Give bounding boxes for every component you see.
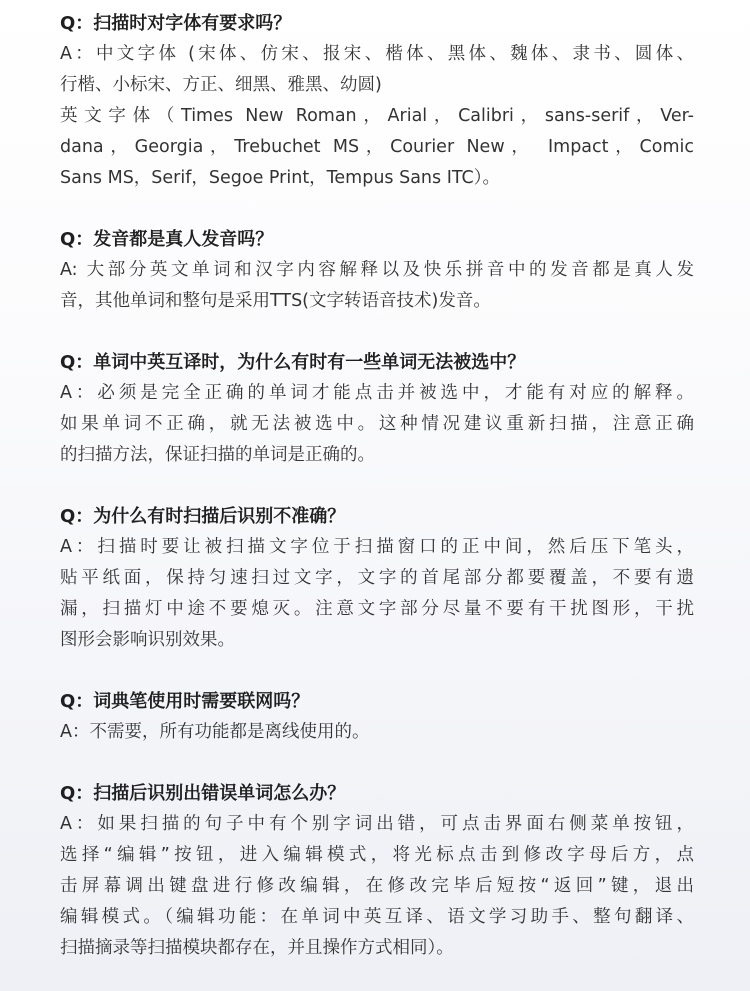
answer-line: 如果单词不正确，就无法被选中。这种情况建议重新扫描，注意正确 bbox=[60, 414, 694, 434]
answer-line: 的扫描方法，保证扫描的单词是正确的。 bbox=[60, 445, 375, 465]
faq-answer bbox=[60, 532, 694, 656]
faq-question: Q：扫描后识别出错误单词怎么办？ bbox=[60, 783, 346, 804]
answer-line: dana，Georgia，Trebuchet MS，Courier New， Impact，Comic bbox=[60, 137, 694, 157]
faq-answer bbox=[60, 255, 694, 317]
answer-line: Sans MS，Serif，Segoe Print，Tempus Sans ITC）。 bbox=[60, 168, 500, 188]
faq-answer bbox=[60, 809, 694, 964]
faq-item-word-selection bbox=[60, 347, 694, 471]
faq-question: Q：为什么有时扫描后识别不准确？ bbox=[60, 506, 346, 527]
faq-item-recognition-accuracy bbox=[60, 501, 694, 656]
answer-line: A: 大部分英文单词和汉字内容解释以及快乐拼音中的发音都是真人发 bbox=[60, 260, 694, 280]
faq-answer bbox=[60, 717, 694, 748]
answer-line: A：扫描时要让被扫描文字位于扫描窗口的正中间，然后压下笔头， bbox=[60, 537, 694, 557]
answer-line: 贴平纸面，保持匀速扫过文字，文字的首尾部分都要覆盖，不要有遗 bbox=[60, 568, 694, 588]
faq-answer bbox=[60, 378, 694, 471]
answer-line: 选择“编辑”按钮，进入编辑模式，将光标点击到修改字母后方，点 bbox=[60, 845, 694, 865]
answer-line: 图形会影响识别效果。 bbox=[60, 630, 235, 650]
answer-line: A：不需要，所有功能都是离线使用的。 bbox=[60, 722, 370, 742]
answer-line: A：必须是完全正确的单词才能点击并被选中，才能有对应的解释。 bbox=[60, 383, 694, 403]
answer-line: 英文字体（Times New Roman，Arial，Calibri，sans-serif，Ver- bbox=[60, 106, 694, 126]
faq-item-wrong-word bbox=[60, 778, 694, 964]
faq-item-network bbox=[60, 686, 694, 748]
answer-line: 音，其他单词和整句是采用TTS(文字转语音技术)发音。 bbox=[60, 291, 491, 311]
answer-line: 漏，扫描灯中途不要熄灭。注意文字部分尽量不要有干扰图形，干扰 bbox=[60, 599, 694, 619]
answer-line: 扫描摘录等扫描模块都存在，并且操作方式相同）。 bbox=[60, 938, 454, 958]
faq-question: Q：扫描时对字体有要求吗？ bbox=[60, 13, 292, 34]
faq-question: Q：单词中英互译时，为什么有时有一些单词无法被选中？ bbox=[60, 352, 526, 373]
answer-line: A：如果扫描的句子中有个别字词出错，可点击界面右侧菜单按钮， bbox=[60, 814, 694, 834]
answer-line: 行楷、小标宋、方正、细黑、雅黑、幼圆) bbox=[60, 75, 382, 95]
faq-answer bbox=[60, 39, 694, 194]
faq-question: Q：词典笔使用时需要联网吗？ bbox=[60, 691, 310, 712]
faq-item-pronunciation bbox=[60, 224, 694, 317]
faq-question: Q：发音都是真人发音吗？ bbox=[60, 229, 274, 250]
answer-line: 编辑模式。（编辑功能：在单词中英互译、语文学习助手、整句翻译、 bbox=[60, 907, 694, 927]
answer-line: 击屏幕调出键盘进行修改编辑，在修改完毕后短按“返回”键，退出 bbox=[60, 876, 694, 896]
faq-item-fonts bbox=[60, 8, 694, 194]
answer-line: A：中文字体 (宋体、仿宋、报宋、楷体、黑体、魏体、隶书、圆体、 bbox=[60, 44, 694, 64]
